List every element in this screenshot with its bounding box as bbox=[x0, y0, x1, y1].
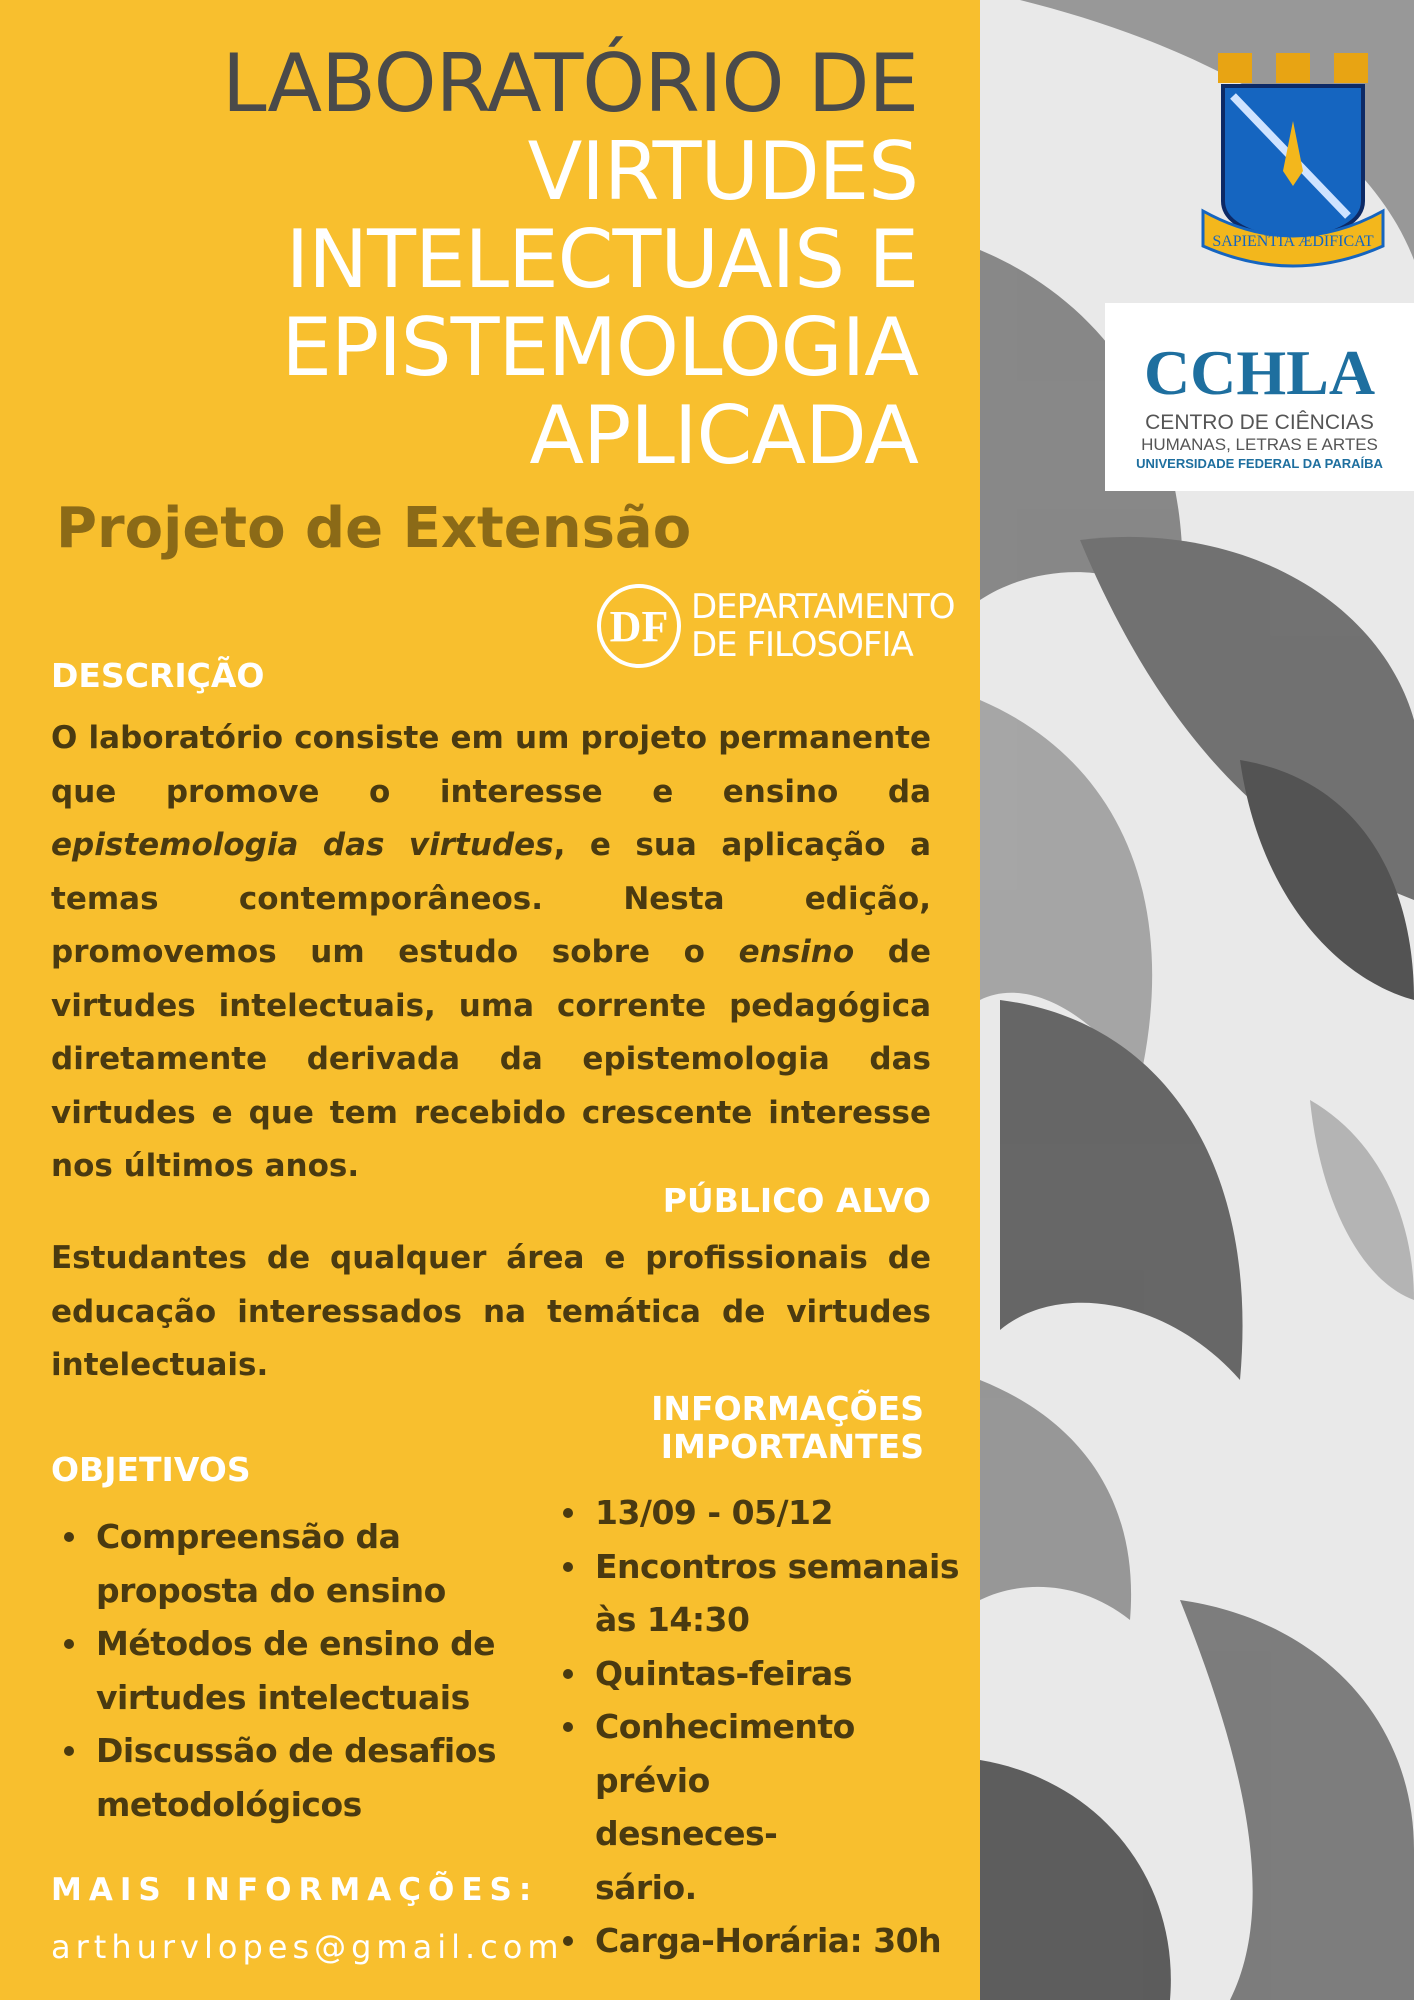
list-item: Carga-Horária: 30h bbox=[563, 1914, 983, 1968]
monstera-leaf-artwork bbox=[980, 0, 1414, 2000]
list-item: Conhecimento prévio desneces- sário. bbox=[563, 1700, 813, 1914]
objectives-heading: OBJETIVOS bbox=[51, 1450, 251, 1489]
department-name: DEPARTAMENTO bbox=[691, 587, 955, 627]
cchla-logo bbox=[1105, 303, 1414, 491]
list-item: Compreensão da proposta do ensino bbox=[64, 1510, 514, 1617]
subtitle: Projeto de Extensão bbox=[56, 496, 692, 561]
cchla-line: HUMANAS, LETRAS E ARTES bbox=[1141, 435, 1378, 454]
list-item: Quintas-feiras bbox=[563, 1647, 983, 1701]
audience-text: Estudantes de qualquer área e profissionais de educação interessados na temática de virtudes intelectuais. bbox=[51, 1240, 931, 1383]
title-line: INTELECTUAIS E bbox=[285, 213, 918, 306]
cchla-line: UNIVERSIDADE FEDERAL DA PARAÍBA bbox=[1136, 456, 1383, 471]
department-name: DE FILOSOFIA bbox=[691, 625, 913, 665]
department-logo bbox=[597, 584, 955, 668]
list-item: Métodos de ensino de virtudes intelectuais bbox=[64, 1617, 514, 1724]
title-line: VIRTUDES bbox=[527, 125, 918, 218]
description-heading: DESCRIÇÃO bbox=[51, 656, 265, 695]
info-list bbox=[563, 1486, 983, 1968]
cchla-name: CCHLA bbox=[1143, 337, 1376, 408]
title-line: LABORATÓRIO DE bbox=[222, 37, 918, 130]
title-line: EPISTEMOLOGIA bbox=[281, 301, 918, 394]
title-line: APLICADA bbox=[529, 389, 918, 482]
crest-motto: SAPIENTIA ÆDIFICAT bbox=[1212, 233, 1374, 250]
audience-heading: PÚBLICO ALVO bbox=[662, 1181, 931, 1220]
description-text: O laboratório consiste em um projeto permanente que promove o interesse e ensino da epistemologia das virtudes, e sua aplicação a temas contemporâneos. Nesta edição, promovemos um estudo sobre o ensino de virtudes intelectuais, uma corrente pedagógica diretamente derivada da epistemologia das virtudes e que tem recebido crescente interesse nos últimos anos. bbox=[51, 720, 931, 1184]
cchla-line: CENTRO DE CIÊNCIAS bbox=[1145, 411, 1374, 434]
list-item: 13/09 - 05/12 bbox=[563, 1486, 983, 1540]
page-title bbox=[222, 37, 918, 482]
ufpb-crest-logo bbox=[1198, 51, 1388, 271]
list-item: Discussão de desafios metodológicos bbox=[64, 1724, 514, 1831]
objectives-list bbox=[64, 1510, 514, 1831]
contact-label: MAIS INFORMAÇÕES: bbox=[51, 1872, 539, 1908]
list-item: Encontros semanais às 14:30 bbox=[563, 1540, 983, 1647]
info-heading: INFORMAÇÕES IMPORTANTES bbox=[651, 1389, 924, 1466]
contact-email-link[interactable]: arthurvlopes@gmail.com bbox=[51, 1928, 564, 1966]
df-monogram-icon: DF bbox=[597, 584, 681, 668]
